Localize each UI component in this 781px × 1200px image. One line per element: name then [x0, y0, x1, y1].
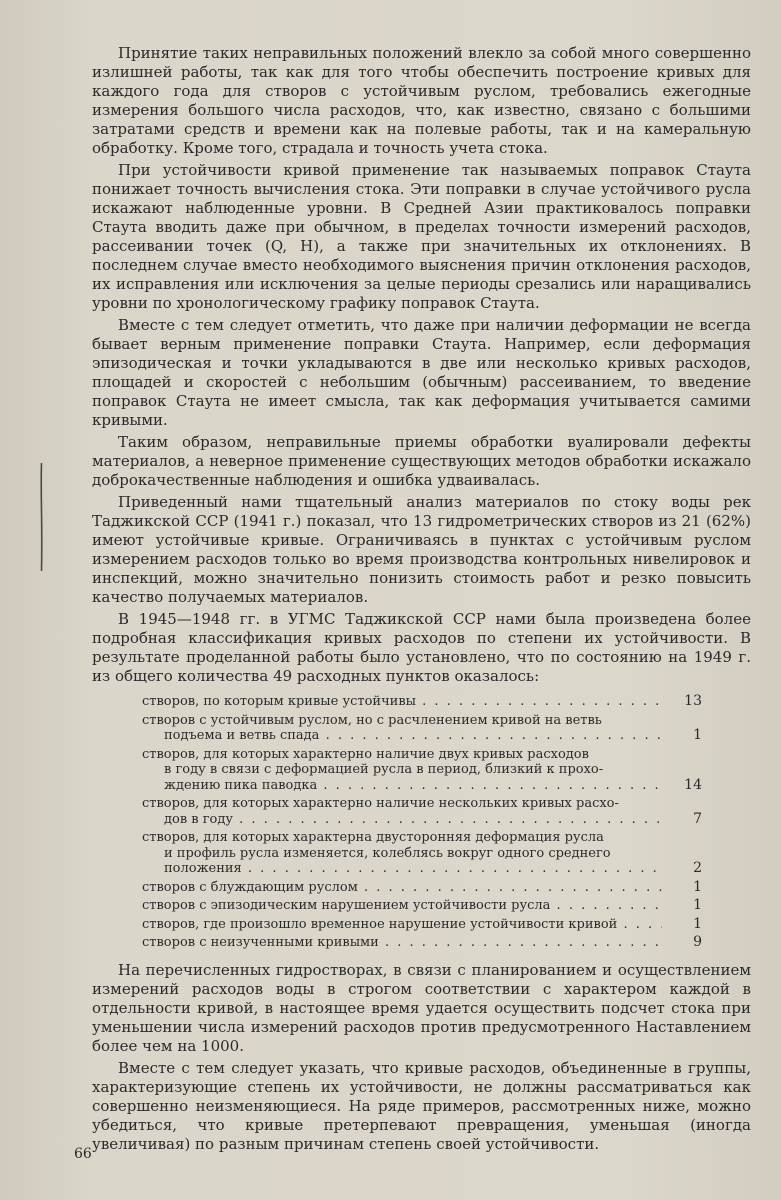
- list-item-count: 13: [684, 693, 702, 709]
- paragraph: Вместе с тем следует отметить, что даже при наличии деформации не всегда бывает верным применение поправки Стаута. Например, если деформация эпизодическая и точки укладываются в две или несколько кривых расходов, площадей и скоростей с небольшим (обычным) рассеиванием, то введение поправок Стаута не имеет смысла, так как деформация учитывается самими кривыми.: [92, 316, 751, 429]
- list-item: створов с устойчивым руслом, но с расчленением кривой на ветвь подъема и ветвь спада . . . 1: [142, 713, 702, 744]
- list-item: створов, для которых характерна двусторонняя деформация русла и профиль русла изменяется, колеблясь вокруг одного среднего положения . . . 2: [142, 830, 702, 877]
- list-item-count: 2: [693, 860, 702, 876]
- list-item-count: 7: [693, 810, 702, 827]
- list-item: створов с эпизодическим нарушением устойчивости русла . . . 1: [142, 898, 702, 914]
- top-text-block: [92, 44, 751, 686]
- paragraph: Приведенный нами тщательный анализ материалов по стоку воды рек Таджикской ССР (1941 г.) показал, что 13 гидрометрических створов из 21 (62%) имеют устойчивые кривые. Ограничиваясь в пунктах с устойчивым руслом измерением расходов только во время производства контрольных нивелировок и инспекций, можно значительно понизить стоимость работ и резко повысить качество получаемых материалов.: [92, 493, 751, 606]
- list-item: створов, по которым кривые устойчивы . . . 13: [142, 694, 702, 710]
- classification-list: [142, 694, 702, 951]
- list-item-count: 9: [693, 934, 702, 950]
- list-item-count: 1: [693, 915, 702, 932]
- list-item: створов, для которых характерно наличие двух кривых расходов в году в связи с деформацией русла в период, близкий к прохо- ждению пика паводка . . . 14: [142, 747, 702, 794]
- pencil-margin-mark: [40, 463, 43, 571]
- bottom-text-block: [92, 961, 751, 1154]
- page-number: 66: [74, 1146, 92, 1162]
- list-item-count: 1: [693, 727, 702, 743]
- list-item-count: 1: [693, 878, 702, 895]
- paragraph: Таким образом, неправильные приемы обработки вуалировали дефекты материалов, а неверное применение существующих методов обработки искажало доброкачественные наблюдения и ошибка удваивалась.: [92, 433, 751, 489]
- list-item-count: 1: [693, 897, 702, 913]
- paragraph: На перечисленных гидростворах, в связи с планированием и осуществлением измерений расходов воды в строгом соответствии с характером каждой в отдельности кривой, в настоящее время удается осуществить подсчет стока при уменьшении числа измерений расходов против предусмотренного Наставлением более чем на 1000.: [92, 960, 751, 1055]
- paragraph: При устойчивости кривой применение так называемых поправок Стаута понижает точность вычисления стока. Эти поправки в случае устойчивого русла искажают наблюденные уровни. В Средней Азии практиковалось поправки Стаута вводить даже при обычном, в пределах точности измерений расходов, рассеивании точек (Q, H), а также при значительных их отклонениях. В последнем случае вместо необходимого выяснения причин отклонения расходов, их исправления или исключения за целые периоды срезались или наращивались уровни по хронологическому графику поправок Стаута.: [92, 161, 751, 312]
- list-item: створов, где произошло временное нарушение устойчивости кривой . . . 1: [142, 917, 702, 933]
- list-item: створов с блуждающим руслом . . . 1: [142, 880, 702, 896]
- list-item: створов, для которых характерно наличие нескольких кривых расхо- дов в году . . . 7: [142, 796, 702, 827]
- list-item: створов с неизученными кривыми . . . 9: [142, 935, 702, 951]
- list-item-count: 14: [684, 776, 702, 793]
- paragraph: Принятие таких неправильных положений влекло за собой много совершенно излишней работы, так как для того чтобы обеспечить построение кривых для каждого года для створов с устойчивым руслом, требовались ежегодные измерения большого числа расходов, что, как известно, связано с большими затратами средств и времени как на полевые работы, так и на камеральную обработку. Кроме того, страдала и точность учета стока.: [92, 44, 751, 157]
- paragraph: В 1945—1948 гг. в УГМС Таджикской ССР нами была произведена более подробная классификация кривых расходов по степени их устойчивости. В результате проделанной работы было установлено, что по состоянию на 1949 г. из общего количества 49 расходных пунктов оказалось:: [92, 610, 751, 685]
- paragraph: Вместе с тем следует указать, что кривые расходов, объединенные в группы, характеризующие степень их устойчивости, не должны рассматриваться как совершенно неизменяющиеся. На ряде примеров, рассмотренных ниже, можно убедиться, что кривые претерпевают превращения, уменьшая (иногда увеличивая) по разным причинам степень своей устойчивости.: [92, 1058, 751, 1153]
